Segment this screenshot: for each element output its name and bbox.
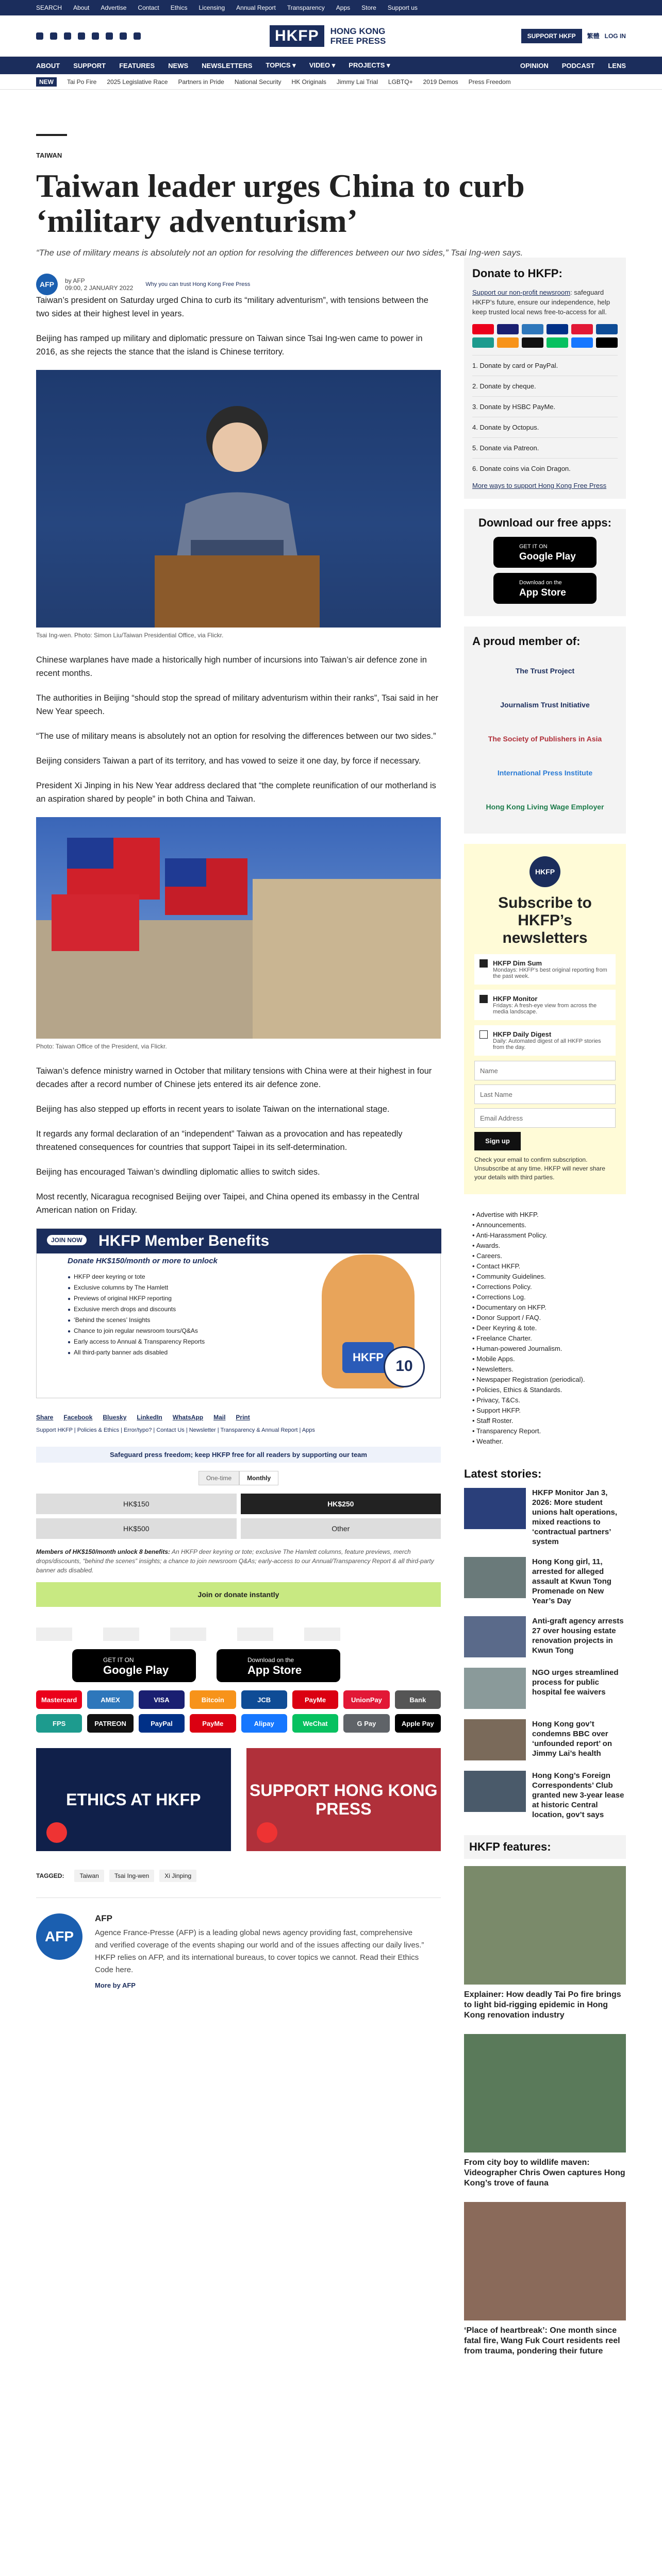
nav-newsletters[interactable]: NEWSLETTERS: [202, 61, 253, 70]
tagnav-item[interactable]: 2019 Demos: [423, 78, 458, 86]
tags-row: [36, 1870, 441, 1882]
donate-option[interactable]: 5. Donate via Patreon.: [472, 437, 618, 458]
share-linkedin[interactable]: LinkedIn: [137, 1414, 162, 1421]
site-link[interactable]: • Transparency Report.: [472, 1426, 618, 1436]
gp-small: GET IT ON: [519, 544, 548, 550]
site-link[interactable]: • Documentary on HKFP.: [472, 1302, 618, 1313]
paragraph: Taiwan’s president on Saturday urged China to curb its “military adventurism”, with tensions between the two sides at their highest level in years.: [36, 296, 428, 318]
jcb-icon: JCB: [241, 1690, 287, 1709]
threads-icon[interactable]: [78, 32, 85, 40]
amex-icon: AMEX: [87, 1690, 133, 1709]
topbar-about[interactable]: About: [73, 4, 90, 11]
site-link[interactable]: • Privacy, T&Cs.: [472, 1395, 618, 1405]
tag-chip[interactable]: Tsai Ing-wen: [109, 1870, 154, 1882]
site-link[interactable]: • Policies, Ethics & Standards.: [472, 1385, 618, 1395]
paragraph: Beijing considers Taiwan a part of its territory, and has vowed to seize it one day, by force if necessary.: [36, 756, 421, 766]
option-title: HKFP Dim Sum: [493, 959, 542, 967]
article-photo[interactable]: [36, 370, 441, 628]
site-link[interactable]: • Awards.: [472, 1241, 618, 1251]
language-link[interactable]: 繁體: [587, 32, 600, 40]
nav-video[interactable]: VIDEO ▾: [309, 61, 336, 69]
linkedin-icon[interactable]: [106, 32, 113, 40]
play-icon[interactable]: [46, 1822, 67, 1843]
instagram-icon[interactable]: [64, 32, 71, 40]
paragraph: Beijing has ramped up military and diplomatic pressure on Taiwan since Tsai Ing-wen came to power in 2016, as she rejects the stance that the island is Chinese territory.: [36, 334, 423, 357]
latest-stories: [464, 1467, 626, 1820]
story-thumb[interactable]: [464, 1771, 526, 1812]
video-title: SUPPORT HONG KONG PRESS: [250, 1781, 438, 1818]
payment-methods: [36, 1690, 441, 1733]
author-bio: Agence France-Presse (AFP) is a leading global news agency providing fast, comprehensive and verified coverage of the events shaping our world and of the issues affecting our daily lives.” HKFP relies on AFP, and its international bureaus, to cover topics we cannot. Read their Ethics Code here.: [95, 1928, 424, 1974]
story-thumb[interactable]: [464, 1616, 526, 1657]
apps-box: [464, 509, 626, 616]
topbar-licensing[interactable]: Licensing: [198, 4, 225, 11]
facebook-icon[interactable]: [50, 32, 57, 40]
story-title[interactable]: HKFP Monitor Jan 3, 2026: More student unions halt operations, mixed reactions to ‘contractual partners’ system: [532, 1488, 618, 1546]
payme-icon: PayMe: [292, 1690, 338, 1709]
story-item[interactable]: [464, 1719, 626, 1760]
nav-opinion[interactable]: OPINION: [520, 61, 549, 70]
trust-project-logo[interactable]: [36, 1628, 72, 1641]
share-row: [36, 1414, 441, 1421]
topbar-support[interactable]: Support us: [387, 4, 418, 11]
tagnav-item[interactable]: Press Freedom: [468, 78, 511, 86]
trust-link[interactable]: Why you can trust Hong Kong Free Press: [145, 281, 251, 287]
story-thumb[interactable]: [464, 1719, 526, 1760]
proud-member-box: [464, 626, 626, 834]
tagnav-item[interactable]: HK Originals: [291, 78, 326, 86]
video-title: ETHICS AT HKFP: [66, 1790, 201, 1809]
share-bluesky[interactable]: Bluesky: [103, 1414, 127, 1421]
amount-option-selected[interactable]: HK$250: [241, 1494, 441, 1514]
members-note: [36, 1547, 441, 1575]
social-icons: [36, 32, 141, 40]
site-link[interactable]: • Anti-Harassment Policy.: [472, 1230, 618, 1241]
visa-icon: [497, 324, 519, 334]
alipay-icon: [571, 337, 593, 348]
story-title[interactable]: Hong Kong girl, 11, arrested for alleged assault at Kwun Tong Promenade on New Year’s Day: [532, 1557, 611, 1605]
sopa-logo[interactable]: The Society of Publishers in Asia: [488, 735, 602, 743]
members-note-rest: An HKFP deer keyring or tote; exclusive The Hamlett columns, feature previews, merch drops/discounts, “behind the scenes” insights; a chance to join newsroom Q&As; early-access to our Annual/Transparency Report & all third-party banner ads disabled.: [36, 1548, 434, 1574]
alipay-icon: Alipay: [241, 1714, 287, 1733]
features-title: HKFP features:: [464, 1835, 626, 1859]
donate-option[interactable]: 2. Donate by cheque.: [472, 376, 618, 396]
youtube-icon[interactable]: [92, 32, 99, 40]
bitcoin-icon: [497, 337, 519, 348]
donate-option[interactable]: 6. Donate coins via Coin Dragon.: [472, 458, 618, 479]
support-link[interactable]: Support our non-profit newsroom: [472, 289, 571, 296]
monthly-tab[interactable]: Monthly: [239, 1471, 278, 1485]
benefit-item: ● Previews of original HKFP reporting: [68, 1295, 205, 1302]
story-item[interactable]: [464, 1488, 626, 1547]
site-link[interactable]: • Human-powered Journalism.: [472, 1344, 618, 1354]
topbar-transparency[interactable]: Transparency: [287, 4, 325, 11]
as-small: Download on the: [247, 1656, 294, 1664]
tagnav-item[interactable]: 2025 Legislative Race: [107, 78, 168, 86]
policy-links[interactable]: Support HKFP | Policies & Ethics | Error/typo? | Contact Us | Newsletter | Transparency & Annual Report | Apps: [36, 1427, 315, 1433]
visa-icon: VISA: [139, 1690, 185, 1709]
topbar-store[interactable]: Store: [361, 4, 376, 11]
tagnav-item[interactable]: Partners in Pride: [178, 78, 224, 86]
jcb-icon: [596, 324, 618, 334]
donate-option[interactable]: 4. Donate by Octopus.: [472, 417, 618, 437]
topbar-search[interactable]: SEARCH: [36, 4, 62, 11]
anniversary-badge: 10: [384, 1346, 425, 1387]
frequency-toggle: [36, 1471, 441, 1485]
feature-image[interactable]: [464, 2202, 626, 2320]
publish-date: 09:00, 2 JANUARY 2022: [65, 284, 134, 292]
apps-title: Download our free apps:: [478, 516, 611, 529]
sidebar: [464, 258, 626, 2370]
site-link[interactable]: • Newsletters.: [472, 1364, 618, 1375]
share-whatsapp[interactable]: WhatsApp: [172, 1414, 204, 1421]
site-logo[interactable]: [270, 25, 392, 47]
support-hkfp-button[interactable]: SUPPORT HKFP: [521, 29, 582, 43]
separator: [36, 134, 67, 136]
site-links-list: [464, 1205, 626, 1452]
nav-topics[interactable]: TOPICS ▾: [266, 61, 296, 69]
article-lead: “The use of military means is absolutely not an option for resolving the differences between our two sides,” Tsai Ing-wen says.: [36, 248, 523, 258]
gpay-icon: G Pay: [343, 1714, 389, 1733]
logo-mark: HKFP: [270, 25, 324, 47]
site-link[interactable]: • Weather.: [472, 1436, 618, 1447]
site-link[interactable]: • Contact HKFP.: [472, 1261, 618, 1272]
payme-icon: PayMe: [190, 1714, 236, 1733]
site-link[interactable]: • Donor Support / FAQ.: [472, 1313, 618, 1323]
one-time-tab[interactable]: One-time: [198, 1471, 239, 1485]
living-wage-logo[interactable]: Hong Kong Living Wage Employer: [486, 803, 604, 811]
paragraph: Most recently, Nicaragua recognised Beijing over Taipei, and China opened its embassy in the Central American nation on Friday.: [36, 1192, 420, 1215]
checkbox[interactable]: [479, 1030, 488, 1039]
nav-lens[interactable]: LENS: [608, 61, 626, 70]
paragraph: Taiwan’s defence ministry warned in October that military tensions with China were at their highest in four decades after a record number of Chinese jets entered its air defence zone.: [36, 1066, 432, 1089]
article-photo[interactable]: [36, 817, 441, 1039]
promo-title: HKFP Member Benefits: [37, 1229, 441, 1253]
benefit-item: ● Chance to join regular newsroom tours/Q&As: [68, 1327, 205, 1334]
story-item[interactable]: [464, 1557, 626, 1606]
bitcoin-icon: Bitcoin: [190, 1690, 236, 1709]
share-facebook[interactable]: Facebook: [63, 1414, 93, 1421]
telegram-icon[interactable]: [120, 32, 127, 40]
more-ways-link[interactable]: More ways to support Hong Kong Free Press: [472, 482, 607, 489]
tagnav-item[interactable]: LGBTQ+: [388, 78, 413, 86]
option-title: HKFP Daily Digest: [493, 1030, 552, 1038]
site-link[interactable]: • Careers.: [472, 1251, 618, 1261]
jti-logo[interactable]: [103, 1628, 139, 1641]
donate-option[interactable]: 1. Donate by card or PayPal.: [472, 355, 618, 376]
rss-icon[interactable]: [134, 32, 141, 40]
donate-title: Donate to HKFP:: [472, 267, 562, 280]
paragraph: President Xi Jinping in his New Year address declared that “the complete reunification of our motherland is an aspiration shared by people” in both China and Taiwan.: [36, 781, 436, 804]
story-item[interactable]: [464, 1771, 626, 1820]
feature-title[interactable]: From city boy to wildlife maven: Videographer Chris Owen captures Hong Kong’s trove of fauna: [464, 2158, 625, 2188]
donate-option[interactable]: 3. Donate by HSBC PayMe.: [472, 396, 618, 417]
hkfp-round-logo: HKFP: [529, 856, 560, 887]
story-thumb[interactable]: [464, 1668, 526, 1709]
checkbox[interactable]: [479, 995, 488, 1003]
site-link[interactable]: • Corrections Policy.: [472, 1282, 618, 1292]
author-name[interactable]: AFP: [95, 1913, 112, 1923]
fps-icon: FPS: [36, 1714, 82, 1733]
nav-about[interactable]: ABOUT: [36, 61, 60, 70]
gp-small: GET IT ON: [103, 1656, 134, 1664]
as-big: App Store: [519, 587, 566, 598]
amount-option[interactable]: HK$150: [36, 1494, 237, 1514]
option-desc: Fridays: A fresh-eye view from across the media landscape.: [493, 1003, 597, 1015]
donate-text-rest: : safeguard HKFP’s future, ensure our independence, help keep trusted local news free-to-access for all.: [472, 289, 610, 316]
option-desc: Mondays: HKFP’s best original reporting from the past week.: [493, 967, 607, 979]
gp-big: Google Play: [103, 1663, 169, 1676]
patreon-icon: PATREON: [87, 1714, 133, 1733]
tags-label: TAGGED:: [36, 1872, 64, 1879]
photo-caption: Tsai Ing-wen. Photo: Simon Liu/Taiwan Presidential Office, via Flickr.: [36, 632, 224, 639]
tag-chip[interactable]: Taiwan: [74, 1870, 104, 1882]
feature-title[interactable]: Explainer: How deadly Tai Po fire brings to light bid-rigging epidemic in Hong Kong renovation industry: [464, 1990, 621, 2020]
app-store-button[interactable]: [217, 1649, 340, 1682]
applepay-icon: Apple Pay: [395, 1714, 441, 1733]
photo-tsai: [36, 370, 441, 628]
paragraph: The authorities in Beijing “should stop the spread of military adventurism within their ranks”, Tsai said in her New Year speech.: [36, 693, 439, 716]
checkbox[interactable]: [479, 959, 488, 968]
join-donate-button[interactable]: Join or donate instantly: [36, 1582, 441, 1607]
members-note-lead: Members of HK$150/month unlock 8 benefits:: [36, 1548, 171, 1555]
tagnav-item[interactable]: National Security: [234, 78, 282, 86]
paragraph: It regards any formal declaration of an “independent” Taiwan as a provocation and has repeatedly threatened consequences for countries that support Taipei in its self-determination.: [36, 1129, 403, 1152]
amex-icon: [522, 324, 543, 334]
paypal-icon: [547, 324, 568, 334]
feature-image[interactable]: [464, 1866, 626, 1985]
logo-text: HONG KONG FREE PRESS: [330, 26, 386, 46]
article-body: [36, 294, 441, 1989]
trust-project-logo[interactable]: The Trust Project: [515, 667, 575, 675]
feature-title[interactable]: ‘Place of heartbreak’: One month since fatal fire, Wang Fuk Court residents reel from trauma, pondering their future: [464, 2326, 620, 2355]
option-desc: Daily: Automated digest of all HKFP stories from the day.: [493, 1038, 601, 1050]
proud-title: A proud member of:: [472, 635, 581, 648]
tag-nav: [0, 74, 662, 90]
amount-option[interactable]: HK$500: [36, 1518, 237, 1539]
story-title[interactable]: Anti-graft agency arrests 27 over housing estate renovation projects in Kwun Tong: [532, 1617, 624, 1655]
top-bar: [0, 0, 662, 15]
partner-logos: [36, 1628, 441, 1641]
story-item[interactable]: [464, 1616, 626, 1657]
photo-caption: Photo: Taiwan Office of the President, via Flickr.: [36, 1043, 167, 1050]
benefit-item: ● Early access to Annual & Transparency Reports: [68, 1338, 205, 1345]
benefit-item: ● Exclusive columns by The Hamlett: [68, 1284, 205, 1291]
benefit-item: ● Exclusive merch drops and discounts: [68, 1306, 205, 1313]
fps-icon: [472, 337, 494, 348]
share-label[interactable]: Share: [36, 1414, 54, 1421]
nav-news[interactable]: NEWS: [168, 61, 189, 70]
payment-icons-grid: [472, 324, 618, 348]
site-link[interactable]: • Corrections Log.: [472, 1292, 618, 1302]
amount-option[interactable]: Other: [241, 1518, 441, 1539]
app-buttons: [36, 1649, 441, 1682]
topbar-advertise[interactable]: Advertise: [101, 4, 127, 11]
ipi-logo[interactable]: [237, 1628, 273, 1641]
share-print[interactable]: Print: [236, 1414, 250, 1421]
mastercard-icon: [472, 324, 494, 334]
benefit-item: ● ‘Behind the scenes’ Insights: [68, 1316, 205, 1324]
mascot-label: HKFP: [342, 1342, 394, 1373]
login-link[interactable]: LOG IN: [604, 32, 626, 40]
newsletter-option[interactable]: [474, 954, 616, 985]
story-title[interactable]: Hong Kong’s Foreign Correspondents’ Club granted new 3-year lease at historic Central location, gov’t says: [532, 1771, 624, 1819]
share-mail[interactable]: Mail: [213, 1414, 226, 1421]
story-thumb[interactable]: [464, 1488, 526, 1529]
newsletter-title: Subscribe to HKFP’s newsletters: [498, 894, 592, 946]
tagnav-item[interactable]: Tai Po Fire: [67, 78, 97, 86]
paragraph: Beijing has also stepped up efforts in recent years to isolate Taiwan on the international stage.: [36, 1105, 390, 1114]
author-box: [36, 1897, 441, 1989]
topbar-contact[interactable]: Contact: [138, 4, 159, 11]
feature-item[interactable]: [464, 2034, 626, 2189]
benefits-list: [68, 1273, 205, 1360]
brand-row: [0, 15, 662, 57]
ethics-video[interactable]: [36, 1748, 231, 1851]
main-nav: [0, 57, 662, 74]
benefit-item: ● All third-party banner ads disabled: [68, 1349, 205, 1356]
unionpay-icon: UnionPay: [343, 1690, 389, 1709]
promo-subtitle: Donate HK$150/month or more to unlock: [68, 1257, 218, 1265]
email-input[interactable]: Email Address: [474, 1108, 616, 1128]
site-link[interactable]: • Mobile Apps.: [472, 1354, 618, 1364]
author-avatar-large[interactable]: AFP: [36, 1913, 82, 1960]
site-link[interactable]: • Support HKFP.: [472, 1405, 618, 1416]
author-name[interactable]: by AFP: [65, 277, 85, 284]
option-title: HKFP Monitor: [493, 995, 538, 1003]
nav-podcast[interactable]: PODCAST: [561, 61, 595, 70]
newsletter-box: [464, 844, 626, 1194]
unionpay-icon: [571, 324, 593, 334]
topbar-ethics[interactable]: Ethics: [170, 4, 188, 11]
bank-icon: Bank: [395, 1690, 441, 1709]
applepay-icon: [596, 337, 618, 348]
site-link[interactable]: • Announcements.: [472, 1220, 618, 1230]
tagnav-item[interactable]: Jimmy Lai Trial: [336, 78, 378, 86]
join-now-badge[interactable]: JOIN NOW: [47, 1235, 87, 1245]
sopa-logo[interactable]: [170, 1628, 206, 1641]
story-item[interactable]: [464, 1668, 626, 1709]
features-section: [464, 1835, 626, 2357]
nav-features[interactable]: FEATURES: [119, 61, 155, 70]
newsletter-option[interactable]: [474, 1025, 616, 1056]
benefit-item: ● HKFP deer keyring or tote: [68, 1273, 205, 1280]
newsletter-option[interactable]: [474, 990, 616, 1020]
app-store-button[interactable]: [493, 573, 597, 604]
feature-item[interactable]: [464, 2202, 626, 2357]
paypal-icon: PayPal: [139, 1714, 185, 1733]
play-icon[interactable]: [257, 1822, 277, 1843]
name-input[interactable]: Name: [474, 1061, 616, 1080]
site-link[interactable]: • Advertise with HKFP.: [472, 1210, 618, 1220]
new-badge: NEW: [36, 77, 57, 87]
video-row: [36, 1748, 441, 1851]
category-label[interactable]: TAIWAN: [36, 151, 62, 159]
google-play-button[interactable]: [493, 537, 597, 568]
member-benefits-banner[interactable]: [36, 1228, 441, 1398]
nav-support[interactable]: SUPPORT: [73, 61, 106, 70]
story-title[interactable]: Hong Kong gov’t condemns BBC over ‘unfounded report’ on Jimmy Lai’s health: [532, 1720, 612, 1758]
as-big: App Store: [247, 1663, 302, 1676]
jti-logo[interactable]: Journalism Trust Initiative: [500, 701, 590, 709]
wechat-icon: [547, 337, 568, 348]
site-link[interactable]: • Freelance Charter.: [472, 1333, 618, 1344]
mastercard-icon: Mastercard: [36, 1690, 82, 1709]
twitter-icon[interactable]: [36, 32, 43, 40]
site-link[interactable]: • Deer Keyring & tote.: [472, 1323, 618, 1333]
story-title[interactable]: NGO urges streamlined process for public hospital fee waivers: [532, 1668, 619, 1697]
patreon-icon: [522, 337, 543, 348]
google-play-button[interactable]: [72, 1649, 196, 1682]
newsletter-note: Check your email to confirm subscription. Unsubscribe at any time. HKFP will never share your details with third parties.: [474, 1156, 605, 1181]
paragraph: “The use of military means is absolutely not an option for resolving the differences between our two sides.”: [36, 732, 436, 741]
site-link[interactable]: • Staff Roster.: [472, 1416, 618, 1426]
story-thumb[interactable]: [464, 1557, 526, 1598]
topbar-apps[interactable]: Apps: [336, 4, 351, 11]
tag-chip[interactable]: Xi Jinping: [159, 1870, 196, 1882]
photo-flags: [36, 817, 441, 1039]
last-name-input[interactable]: Last Name: [474, 1084, 616, 1104]
amount-options: [36, 1494, 441, 1539]
ipi-logo[interactable]: International Press Institute: [497, 769, 593, 777]
donate-text: [472, 287, 618, 317]
site-link[interactable]: • Community Guidelines.: [472, 1272, 618, 1282]
feature-item[interactable]: [464, 1866, 626, 2021]
feature-image[interactable]: [464, 2034, 626, 2153]
donate-box: [464, 258, 626, 499]
more-by-author-link[interactable]: More by AFP: [95, 1981, 136, 1989]
nav-projects[interactable]: PROJECTS ▾: [349, 61, 390, 69]
gp-big: Google Play: [519, 551, 576, 562]
safeguard-banner[interactable]: Safeguard press freedom; keep HKFP free for all readers by supporting our team: [36, 1447, 441, 1463]
living-wage-logo[interactable]: [304, 1628, 340, 1641]
article-title: Taiwan leader urges China to curb ‘military adventurism’: [36, 167, 525, 239]
author-avatar[interactable]: AFP: [36, 274, 58, 295]
wechat-icon: WeChat: [292, 1714, 338, 1733]
signup-button[interactable]: Sign up: [474, 1132, 521, 1150]
site-link[interactable]: • Newspaper Registration (periodical).: [472, 1375, 618, 1385]
support-video[interactable]: [246, 1748, 441, 1851]
as-small: Download on the: [519, 580, 562, 586]
paragraph: Beijing has encouraged Taiwan’s dwindling diplomatic allies to switch sides.: [36, 1167, 320, 1177]
paragraph: Chinese warplanes have made a historically high number of incursions into Taiwan’s air defence zone in recent months.: [36, 655, 427, 678]
latest-title: Latest stories:: [464, 1467, 542, 1480]
topbar-annual-report[interactable]: Annual Report: [236, 4, 276, 11]
